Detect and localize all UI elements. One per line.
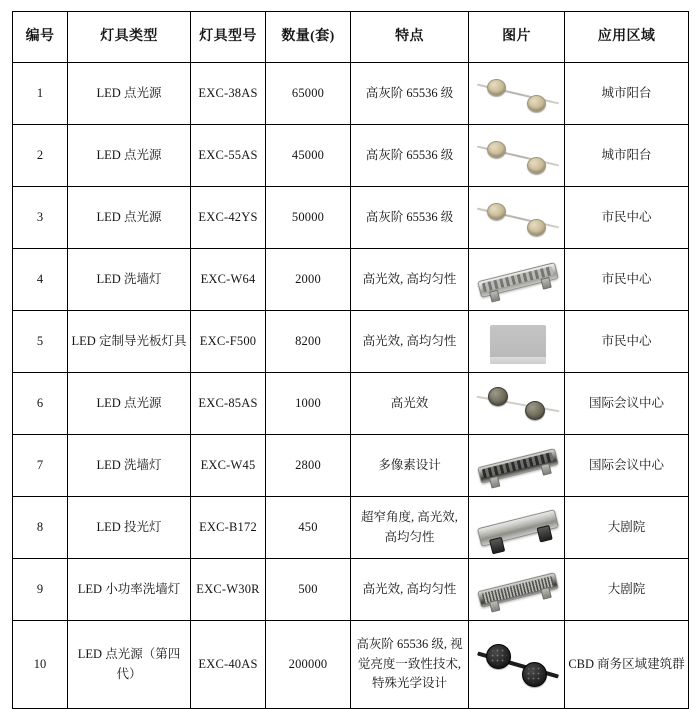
cell-type: LED 点光源 xyxy=(68,63,191,125)
cell-area: 市民中心 xyxy=(565,249,689,311)
column-header-qty: 数量(套) xyxy=(266,12,351,63)
cell-qty: 450 xyxy=(266,497,351,559)
cell-area: 城市阳台 xyxy=(565,125,689,187)
cell-area: CBD 商务区域建筑群 xyxy=(565,621,689,709)
table-row xyxy=(13,435,689,497)
cell-picture xyxy=(469,497,565,559)
table-row xyxy=(13,373,689,435)
cell-picture xyxy=(469,311,565,373)
column-header-type: 灯具类型 xyxy=(68,12,191,63)
cell-qty: 200000 xyxy=(266,621,351,709)
cell-qty: 1000 xyxy=(266,373,351,435)
cell-feat: 高光效 xyxy=(351,373,469,435)
cell-feat: 高灰阶 65536 级 xyxy=(351,187,469,249)
cell-model: EXC-F500 xyxy=(191,311,266,373)
cell-area: 国际会议中心 xyxy=(565,435,689,497)
cell-picture xyxy=(469,373,565,435)
cell-area: 大剧院 xyxy=(565,497,689,559)
cell-qty: 45000 xyxy=(266,125,351,187)
cell-model: EXC-B172 xyxy=(191,497,266,559)
column-header-model: 灯具型号 xyxy=(191,12,266,63)
cell-no: 5 xyxy=(13,311,68,373)
table-row xyxy=(13,621,689,709)
cell-area: 大剧院 xyxy=(565,559,689,621)
cell-type: LED 点光源 xyxy=(68,373,191,435)
table-row xyxy=(13,187,689,249)
column-header-no: 编号 xyxy=(13,12,68,63)
cell-type: LED 洗墙灯 xyxy=(68,435,191,497)
cell-no: 6 xyxy=(13,373,68,435)
cell-feat: 高灰阶 65536 级 xyxy=(351,125,469,187)
cell-model: EXC-40AS xyxy=(191,621,266,709)
cell-model: EXC-W64 xyxy=(191,249,266,311)
cell-qty: 65000 xyxy=(266,63,351,125)
cell-no: 8 xyxy=(13,497,68,559)
cell-type: LED 洗墙灯 xyxy=(68,249,191,311)
cell-model: EXC-W30R xyxy=(191,559,266,621)
cell-picture xyxy=(469,187,565,249)
cell-picture xyxy=(469,435,565,497)
led-point-light-source-icon xyxy=(472,67,564,121)
led-wall-washer-icon xyxy=(472,439,564,493)
table-row xyxy=(13,497,689,559)
cell-qty: 8200 xyxy=(266,311,351,373)
cell-picture xyxy=(469,559,565,621)
cell-type: LED 小功率洗墙灯 xyxy=(68,559,191,621)
cell-type: LED 定制导光板灯具 xyxy=(68,311,191,373)
cell-area: 市民中心 xyxy=(565,311,689,373)
cell-picture xyxy=(469,621,565,709)
cell-type: LED 点光源（第四代） xyxy=(68,621,191,709)
cell-type: LED 点光源 xyxy=(68,187,191,249)
cell-no: 4 xyxy=(13,249,68,311)
cell-model: EXC-85AS xyxy=(191,373,266,435)
led-low-power-wall-washer-icon xyxy=(472,563,564,617)
cell-picture xyxy=(469,249,565,311)
cell-no: 2 xyxy=(13,125,68,187)
cell-feat: 高灰阶 65536 级, 视觉亮度一致性技术, 特殊光学设计 xyxy=(351,621,469,709)
column-header-area: 应用区域 xyxy=(565,12,689,63)
cell-feat: 高光效, 高均匀性 xyxy=(351,559,469,621)
led-floodlight-icon xyxy=(472,501,564,555)
led-point-light-source-icon xyxy=(472,626,564,704)
led-wall-washer-icon xyxy=(472,253,564,307)
led-light-guide-panel-icon xyxy=(472,315,564,369)
led-point-light-source-icon xyxy=(472,377,564,431)
cell-feat: 高灰阶 65536 级 xyxy=(351,63,469,125)
cell-qty: 500 xyxy=(266,559,351,621)
table-row xyxy=(13,249,689,311)
cell-no: 9 xyxy=(13,559,68,621)
cell-qty: 2800 xyxy=(266,435,351,497)
led-fixture-spec-table xyxy=(12,11,689,709)
cell-area: 市民中心 xyxy=(565,187,689,249)
cell-feat: 多像素设计 xyxy=(351,435,469,497)
cell-model: EXC-38AS xyxy=(191,63,266,125)
cell-feat: 超窄角度, 高光效, 高均匀性 xyxy=(351,497,469,559)
table-row xyxy=(13,559,689,621)
cell-area: 城市阳台 xyxy=(565,63,689,125)
table-header-row xyxy=(13,12,689,63)
table-row xyxy=(13,125,689,187)
cell-no: 10 xyxy=(13,621,68,709)
cell-picture xyxy=(469,63,565,125)
cell-qty: 50000 xyxy=(266,187,351,249)
cell-model: EXC-55AS xyxy=(191,125,266,187)
table-header xyxy=(13,12,689,63)
cell-no: 3 xyxy=(13,187,68,249)
cell-area: 国际会议中心 xyxy=(565,373,689,435)
column-header-feat: 特点 xyxy=(351,12,469,63)
led-point-light-source-icon xyxy=(472,191,564,245)
cell-type: LED 投光灯 xyxy=(68,497,191,559)
cell-no: 7 xyxy=(13,435,68,497)
cell-type: LED 点光源 xyxy=(68,125,191,187)
cell-feat: 高光效, 高均匀性 xyxy=(351,249,469,311)
table-body xyxy=(13,63,689,709)
column-header-pic: 图片 xyxy=(469,12,565,63)
cell-feat: 高光效, 高均匀性 xyxy=(351,311,469,373)
cell-picture xyxy=(469,125,565,187)
cell-model: EXC-42YS xyxy=(191,187,266,249)
cell-qty: 2000 xyxy=(266,249,351,311)
cell-no: 1 xyxy=(13,63,68,125)
table-row xyxy=(13,63,689,125)
led-point-light-source-icon xyxy=(472,129,564,183)
table-row xyxy=(13,311,689,373)
cell-model: EXC-W45 xyxy=(191,435,266,497)
